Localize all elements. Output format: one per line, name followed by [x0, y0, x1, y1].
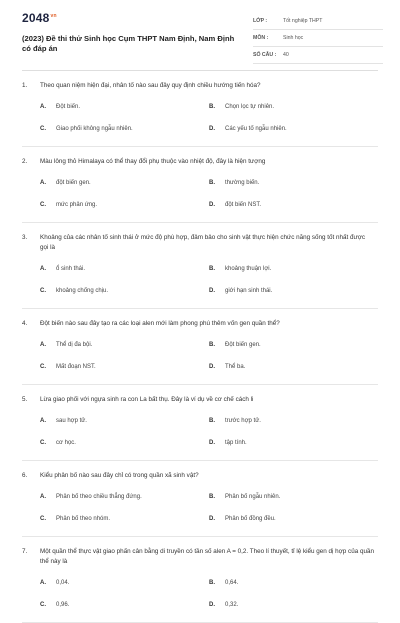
option-letter: A. [40, 342, 46, 348]
option-text: 0,96. [56, 602, 70, 608]
question-header [22, 471, 378, 481]
answer-options [22, 172, 378, 216]
question-text: Lừa giao phối với ngựa sinh ra con La bất thụ. Đây là ví dụ về cơ chế cách li [40, 396, 254, 403]
question-header [22, 157, 378, 167]
answer-option[interactable] [209, 356, 378, 378]
answer-option[interactable] [40, 96, 209, 118]
answer-option[interactable] [209, 334, 378, 356]
option-text: khoảng chống chịu. [56, 288, 109, 294]
question-text: Khoảng của các nhân tố sinh thái ở mức độ phù hợp, đảm bảo cho sinh vật thực hiện chức năng sống tốt nhất được gọi là [40, 234, 366, 251]
question-block [22, 385, 378, 461]
option-letter: A. [40, 104, 46, 110]
option-text: trước hợp tử. [225, 418, 261, 424]
answer-option[interactable] [40, 356, 209, 378]
option-letter: A. [40, 180, 46, 186]
option-letter: C. [40, 516, 46, 522]
option-text: Đột biến. [56, 104, 81, 110]
question-header [22, 319, 378, 329]
option-letter: C. [40, 440, 46, 446]
page-header [0, 0, 400, 72]
answer-option[interactable] [40, 432, 209, 454]
option-letter: C. [40, 364, 46, 370]
option-text: tập tính. [225, 440, 247, 446]
question-number: 1. [22, 82, 28, 89]
option-letter: B. [209, 342, 215, 348]
answer-option[interactable] [40, 258, 209, 280]
answer-options [22, 96, 378, 140]
answer-option[interactable] [40, 486, 209, 508]
question-block [22, 537, 378, 623]
answer-option[interactable] [209, 172, 378, 194]
site-logo[interactable] [22, 11, 57, 25]
option-text: Chọn lọc tự nhiên. [225, 104, 275, 110]
option-text: giới hạn sinh thái. [225, 288, 273, 294]
question-number: 2. [22, 158, 28, 165]
option-letter: C. [40, 288, 46, 294]
question-block [22, 309, 378, 385]
question-number: 7. [22, 548, 28, 555]
meta-row-class [253, 13, 383, 30]
question-number: 3. [22, 234, 28, 241]
option-text: Phân bố theo nhóm. [56, 516, 111, 522]
question-text: Đột biến nào sau đây tạo ra các loại alen mới làm phong phú thêm vốn gen quần thể? [40, 320, 280, 327]
answer-option[interactable] [209, 280, 378, 302]
question-number: 6. [22, 472, 28, 479]
question-block [22, 147, 378, 223]
question-block [22, 461, 378, 537]
option-letter: D. [209, 202, 215, 208]
answer-options [22, 410, 378, 454]
answer-option[interactable] [209, 508, 378, 530]
option-text: 0,04. [56, 580, 70, 586]
answer-option[interactable] [209, 486, 378, 508]
answer-option[interactable] [40, 594, 209, 616]
meta-label: MÔN : [253, 35, 269, 41]
answer-option[interactable] [209, 432, 378, 454]
exam-meta [253, 13, 383, 64]
option-letter: A. [40, 266, 46, 272]
answer-option[interactable] [209, 572, 378, 594]
answer-option[interactable] [209, 594, 378, 616]
question-text: Kiểu phân bố nào sau đây chỉ có trong quần xã sinh vật? [40, 472, 199, 479]
meta-row-subject [253, 30, 383, 47]
option-letter: B. [209, 180, 215, 186]
option-text: Mất đoạn NST. [56, 364, 96, 370]
answer-option[interactable] [209, 258, 378, 280]
meta-value[interactable]: Sinh học [283, 35, 304, 41]
answer-option[interactable] [40, 410, 209, 432]
answer-option[interactable] [40, 334, 209, 356]
option-text: đột biến gen. [56, 180, 91, 186]
option-text: cơ học. [56, 440, 76, 446]
option-text: Phân bố đồng đều. [225, 516, 276, 522]
answer-option[interactable] [40, 508, 209, 530]
option-letter: B. [209, 104, 215, 110]
option-text: ổ sinh thái. [56, 266, 86, 272]
question-number: 5. [22, 396, 28, 403]
option-text: Thể ba. [225, 364, 246, 370]
option-letter: A. [40, 494, 46, 500]
option-text: Giao phối không ngẫu nhiên. [56, 126, 133, 132]
option-letter: B. [209, 266, 215, 272]
answer-option[interactable] [40, 194, 209, 216]
option-letter: B. [209, 418, 215, 424]
meta-value: 40 [283, 52, 289, 58]
answer-option[interactable] [40, 280, 209, 302]
option-letter: D. [209, 602, 215, 608]
logo-suffix: vn [50, 13, 57, 19]
question-header [22, 233, 378, 253]
meta-label: SỐ CÂU : [253, 52, 277, 58]
answer-options [22, 572, 378, 616]
answer-option[interactable] [209, 118, 378, 140]
option-text: Phân bố theo chiều thẳng đứng. [56, 494, 142, 500]
answer-option[interactable] [209, 410, 378, 432]
option-letter: A. [40, 580, 46, 586]
option-text: 0,64. [225, 580, 239, 586]
option-text: khoảng thuận lợi. [225, 266, 272, 272]
option-letter: C. [40, 602, 46, 608]
option-text: mức phản ứng. [56, 202, 98, 208]
question-header [22, 395, 378, 405]
option-text: Phân bố ngẫu nhiên. [225, 494, 281, 500]
option-letter: D. [209, 288, 215, 294]
meta-label: LỚP : [253, 18, 268, 24]
option-letter: D. [209, 440, 215, 446]
option-letter: D. [209, 126, 215, 132]
question-header [22, 81, 378, 91]
option-letter: B. [209, 580, 215, 586]
meta-value[interactable]: Tốt nghiệp THPT [283, 18, 323, 24]
option-text: đột biến NST. [225, 202, 262, 208]
option-letter: C. [40, 202, 46, 208]
option-text: Các yếu tố ngẫu nhiên. [225, 126, 287, 132]
answer-option[interactable] [40, 118, 209, 140]
logo-text: 2048 [22, 11, 50, 25]
option-text: Thể dị đa bội. [56, 342, 93, 348]
question-text: Một quần thể thực vật giao phấn cân bằng di truyền có tần số alen A = 0,2. Theo lí thuyết, tỉ lệ kiểu gen dị hợp của quần thể này là [40, 548, 374, 565]
option-text: sau hợp tử. [56, 418, 87, 424]
answer-options [22, 258, 378, 302]
answer-option[interactable] [40, 172, 209, 194]
answer-option[interactable] [209, 194, 378, 216]
answer-option[interactable] [209, 96, 378, 118]
question-text: Theo quan niệm hiện đại, nhân tố nào sau đây quy định chiều hướng tiến hóa? [40, 82, 261, 89]
page-title: (2023) Đề thi thử Sinh học Cụm THPT Nam Định, Nam Định có đáp án [22, 34, 235, 53]
option-text: 0,32. [225, 602, 239, 608]
option-letter: C. [40, 126, 46, 132]
question-header [22, 547, 378, 567]
option-letter: A. [40, 418, 46, 424]
answer-option[interactable] [40, 572, 209, 594]
answer-options [22, 334, 378, 378]
option-letter: D. [209, 516, 215, 522]
option-letter: B. [209, 494, 215, 500]
question-block [22, 71, 378, 147]
question-list [0, 71, 400, 623]
question-number: 4. [22, 320, 28, 327]
answer-options [22, 486, 378, 530]
question-block [22, 223, 378, 309]
meta-row-count [253, 47, 383, 64]
option-text: Đột biến gen. [225, 342, 261, 348]
question-text: Màu lông thỏ Himalaya có thể thay đổi phụ thuộc vào nhiệt độ, đây là hiện tượng [40, 158, 266, 165]
option-text: thường biến. [225, 180, 260, 186]
option-letter: D. [209, 364, 215, 370]
